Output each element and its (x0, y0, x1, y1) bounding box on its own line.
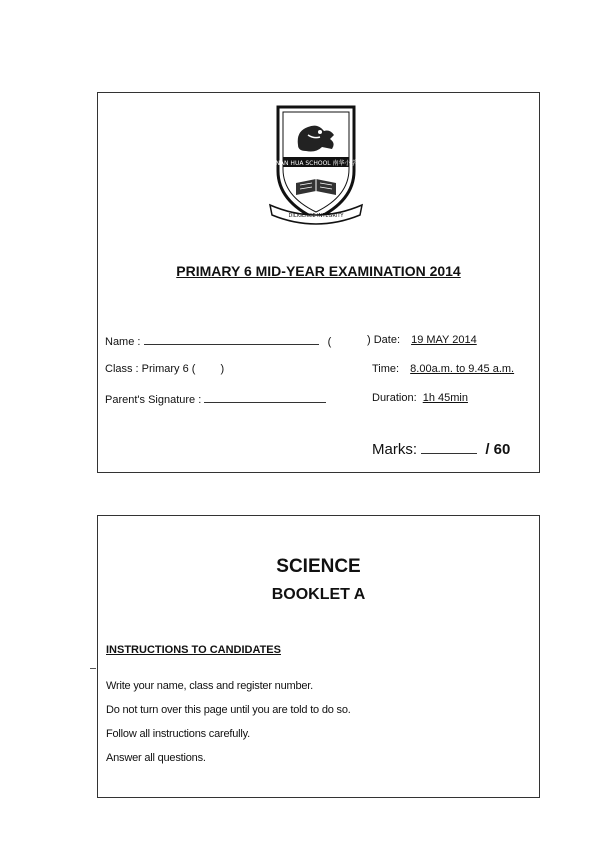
instruction-item: Write your name, class and register number. (106, 680, 314, 692)
cover-box (97, 515, 540, 798)
signature-blank[interactable] (204, 392, 326, 403)
time-value: 8.00a.m. to 9.45 a.m. (410, 363, 515, 375)
subject-title: SCIENCE (276, 556, 361, 577)
instructions-heading: INSTRUCTIONS TO CANDIDATES (106, 644, 281, 656)
duration-value: 1h 45min (422, 392, 468, 404)
marks-total: / 60 (485, 441, 511, 458)
time-row (372, 363, 514, 375)
date-label: ) Date: (367, 334, 401, 346)
duration-row (372, 392, 468, 404)
instruction-item: Follow all instructions carefully. (106, 728, 250, 740)
marks-blank[interactable] (421, 443, 477, 454)
duration-label: Duration: (372, 392, 417, 404)
crest-banner-text: NAN HUA SCHOOL 南华小学 (275, 160, 357, 167)
instruction-item: Do not turn over this page until you are told to do so. (106, 704, 351, 716)
name-row (105, 334, 331, 348)
crest-motto-text: DILIGENCE INTEGRITY (288, 213, 344, 219)
date-row (367, 334, 477, 346)
marks-label: Marks: (372, 441, 417, 458)
time-label: Time: (372, 363, 400, 375)
class-label: Class : Primary 6 ( (105, 363, 196, 375)
margin-tick (90, 668, 96, 669)
header-box (97, 92, 540, 473)
signature-label: Parent's Signature : (105, 394, 202, 406)
marks-row (372, 441, 510, 458)
register-open-paren: ( (327, 336, 332, 348)
booklet-title: BOOKLET A (271, 586, 366, 603)
instruction-item: Answer all questions. (106, 752, 206, 764)
exam-title: PRIMARY 6 MID-YEAR EXAMINATION 2014 (176, 263, 461, 279)
name-label: Name : (105, 336, 141, 348)
date-value: 19 MAY 2014 (411, 334, 477, 346)
name-blank[interactable] (144, 334, 319, 345)
class-row (105, 363, 224, 375)
class-close-paren: ) (220, 363, 225, 375)
school-crest-icon (268, 101, 364, 225)
signature-row (105, 392, 326, 406)
